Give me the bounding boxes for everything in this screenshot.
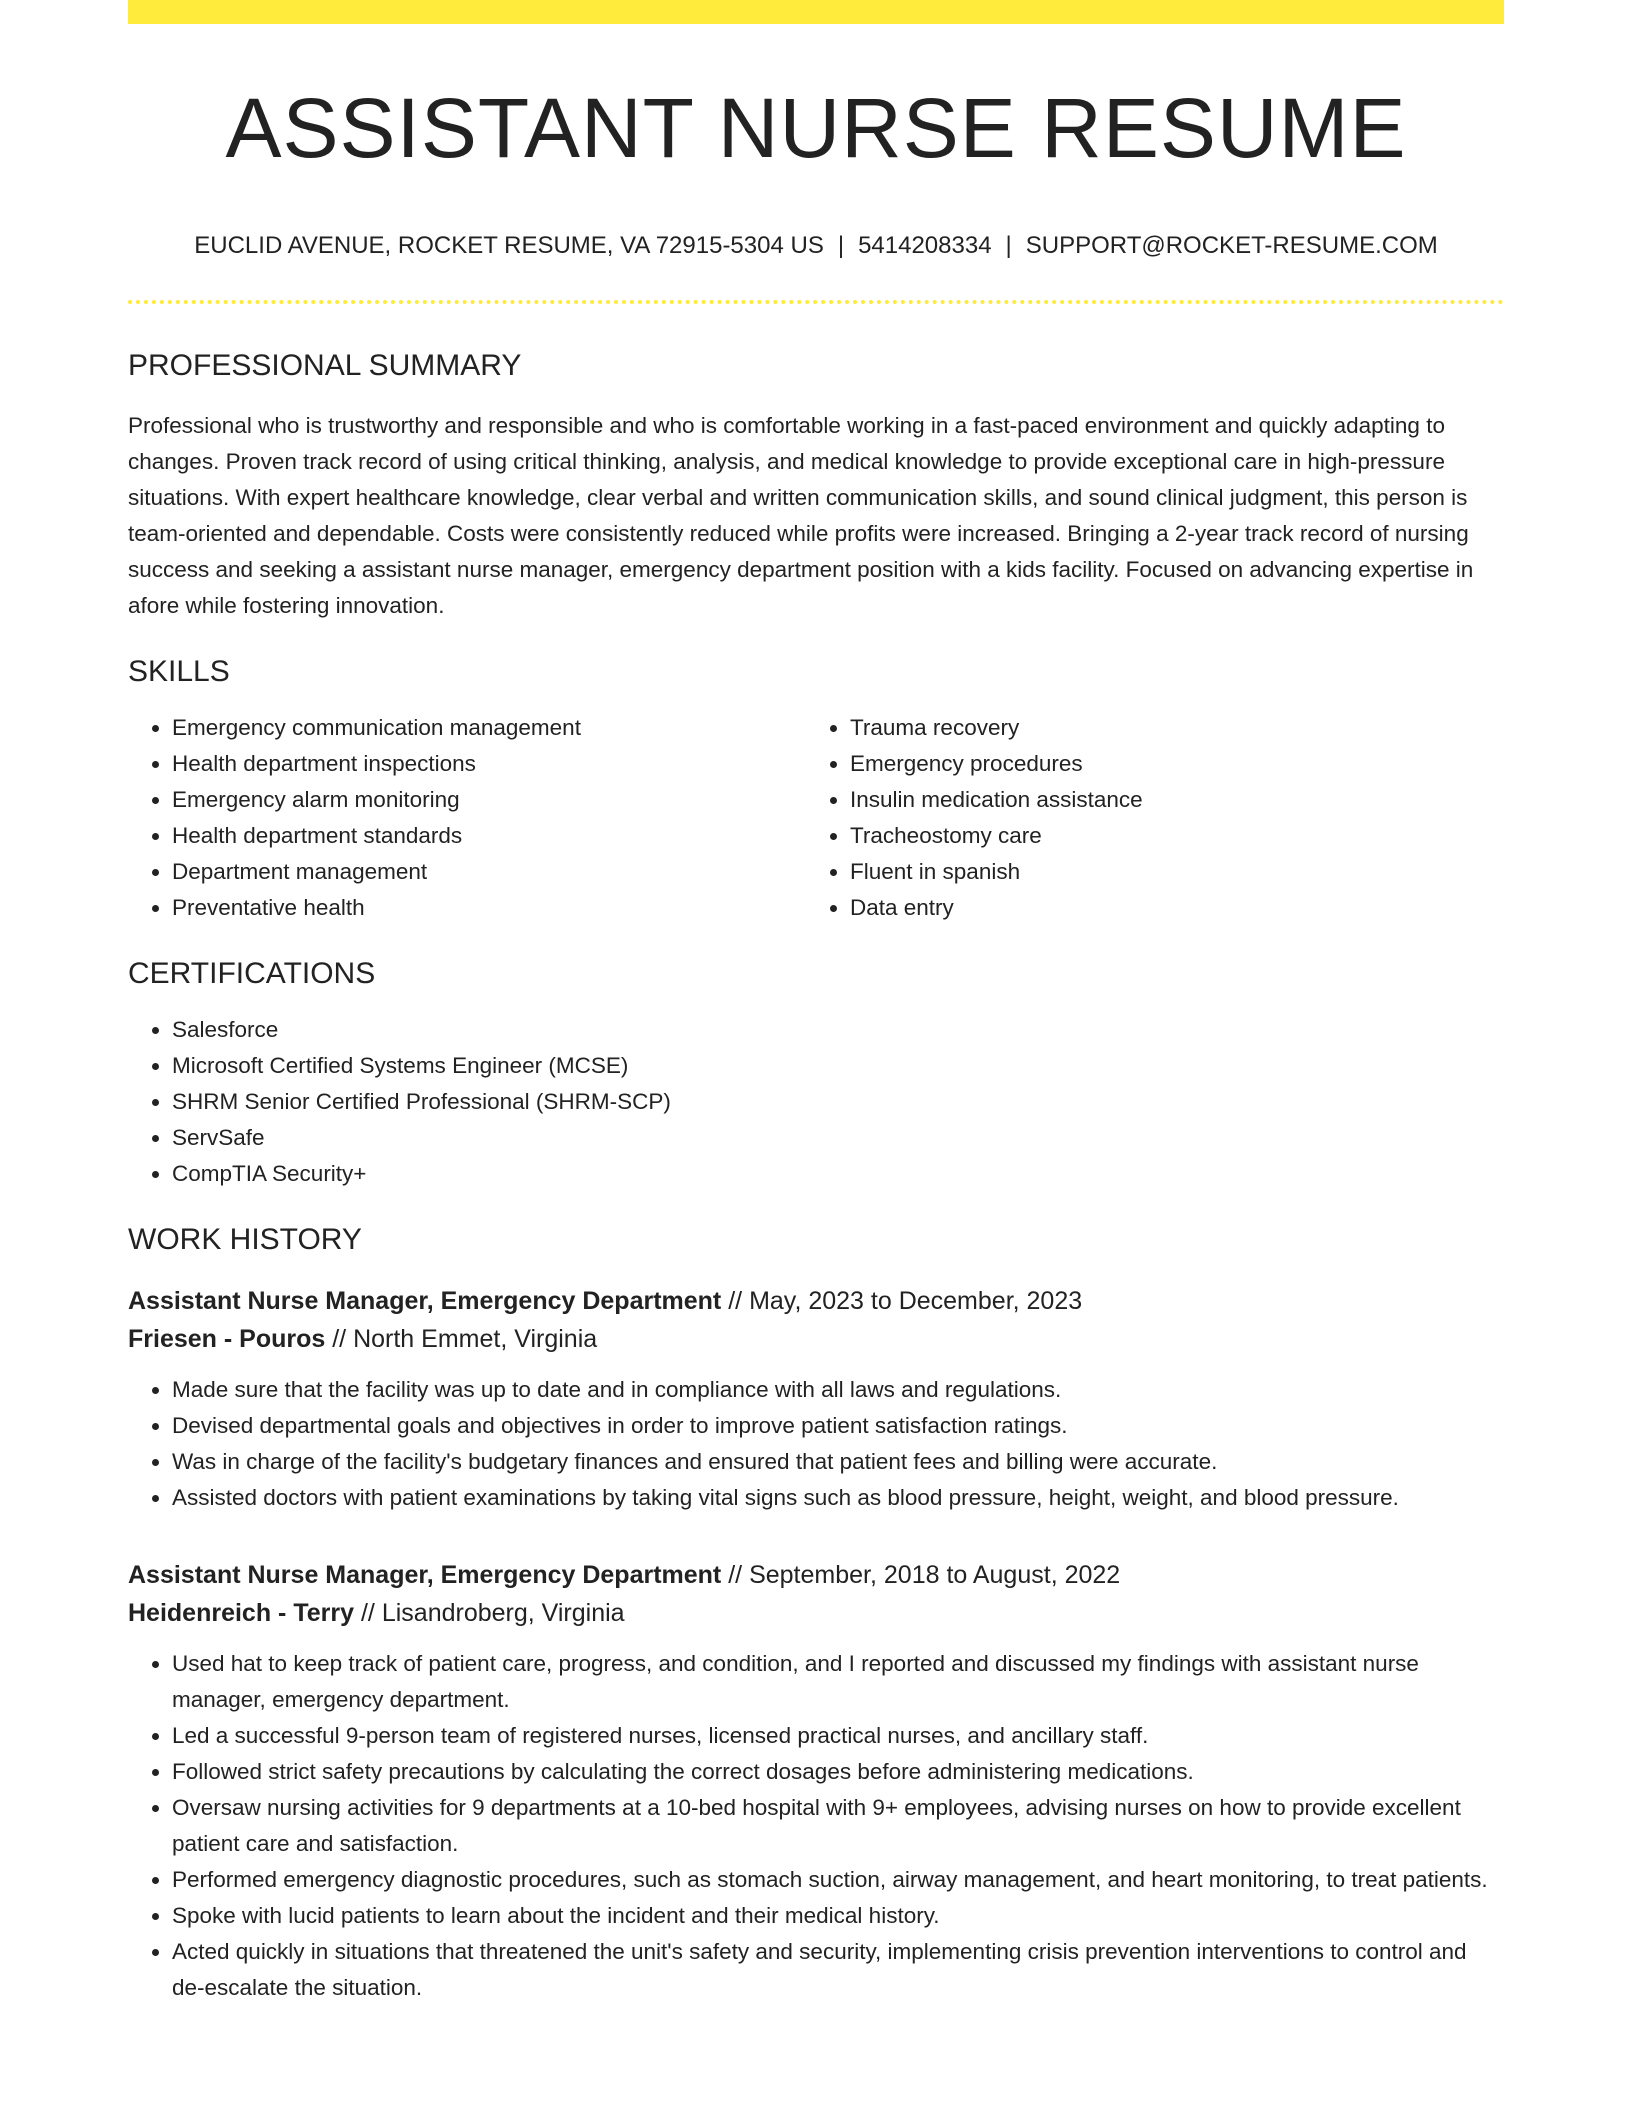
skills-grid — [128, 710, 1504, 926]
job-bullet: • Assisted doctors with patient examinations by taking vital signs such as blood pressure, height, weight, and blood pressure. — [172, 1480, 1504, 1516]
resume-title: ASSISTANT NURSE RESUME — [225, 81, 1407, 175]
resume-page — [128, 0, 1504, 2006]
skill-item: • Emergency communication management — [172, 710, 806, 746]
certifications-heading: CERTIFICATIONS — [128, 956, 376, 990]
job-bullet: • Performed emergency diagnostic procedures, such as stomach suction, airway management, and heart monitoring, to treat patients. — [172, 1862, 1504, 1898]
summary-text: Professional who is trustworthy and responsible and who is comfortable working in a fast-paced environment and quickly adapting to changes. Proven track record of using critical thinking, analysis, and medical knowledge to provide exceptional care in high-pressure situations. With expert healthcare knowledge, clear verbal and written communication skills, and sound clinical judgment, this person is team-oriented and dependable. Costs were consistently reduced while profits were increased. Bringing a 2-year track record of nursing success and seeking a assistant nurse manager, emergency department position with a kids facility. Focused on advancing expertise in afore while fostering innovation. — [128, 412, 1474, 618]
job-bullet: • Acted quickly in situations that threatened the unit's safety and security, implementing crisis prevention interventions to control and de-escalate the situation. — [172, 1934, 1504, 2006]
certification-item: • CompTIA Security+ — [172, 1156, 1504, 1192]
certifications-list — [128, 1012, 1504, 1192]
certification-item: • Salesforce — [172, 1012, 1504, 1048]
summary-section — [128, 348, 1504, 624]
job-bullet: • Spoke with lucid patients to learn about the incident and their medical history. — [172, 1898, 1504, 1934]
skill-item: • Emergency procedures — [850, 746, 1484, 782]
job-title: Assistant Nurse Manager, Emergency Department — [128, 1286, 722, 1315]
work-history-section — [128, 1222, 1504, 2006]
skill-item: • Health department inspections — [172, 746, 806, 782]
job-bullet: • Devised departmental goals and objectives in order to improve patient satisfaction ratings. — [172, 1408, 1504, 1444]
job-bullet: • Was in charge of the facility's budgetary finances and ensured that patient fees and billing were accurate. — [172, 1444, 1504, 1480]
job-dates: May, 2023 to December, 2023 — [749, 1286, 1083, 1315]
skills-list-left — [128, 710, 806, 926]
accent-top-bar — [128, 0, 1504, 24]
summary-heading: PROFESSIONAL SUMMARY — [128, 348, 522, 382]
job-separator: // — [332, 1324, 347, 1353]
job-title-line — [128, 1282, 1504, 1320]
skill-item: • Preventative health — [172, 890, 806, 926]
certification-item: • ServSafe — [172, 1120, 1504, 1156]
job-dates: September, 2018 to August, 2022 — [749, 1560, 1121, 1589]
contact-separator: | — [1005, 232, 1012, 260]
contact-email[interactable]: SUPPORT@ROCKET-RESUME.COM — [1025, 232, 1438, 260]
job-company-line — [128, 1594, 1504, 1632]
certifications-section — [128, 956, 1504, 1192]
job-bullet: • Made sure that the facility was up to date and in compliance with all laws and regulations. — [172, 1372, 1504, 1408]
job-location: North Emmet, Virginia — [353, 1324, 598, 1353]
certification-item: • SHRM Senior Certified Professional (SHRM-SCP) — [172, 1084, 1504, 1120]
contact-line — [128, 230, 1504, 261]
skill-item: • Emergency alarm monitoring — [172, 782, 806, 818]
skills-heading: SKILLS — [128, 654, 230, 688]
job-separator: // — [360, 1598, 375, 1627]
job-company-line — [128, 1320, 1504, 1358]
job-title-line — [128, 1556, 1504, 1594]
job-location: Lisandroberg, Virginia — [381, 1598, 625, 1627]
dotted-divider — [128, 300, 1504, 304]
skill-item: • Tracheostomy care — [850, 818, 1484, 854]
job-separator: // — [728, 1286, 743, 1315]
job-bullet: • Used hat to keep track of patient care, progress, and condition, and I reported and discussed my findings with assistant nurse manager, emergency department. — [172, 1646, 1504, 1718]
skill-item: • Department management — [172, 854, 806, 890]
job-bullet: • Led a successful 9-person team of registered nurses, licensed practical nurses, and ancillary staff. — [172, 1718, 1504, 1754]
job-company: Heidenreich - Terry — [128, 1598, 355, 1627]
skills-list-right — [806, 710, 1484, 926]
job-company: Friesen - Pouros — [128, 1324, 326, 1353]
skill-item: • Fluent in spanish — [850, 854, 1484, 890]
job-bullet: • Oversaw nursing activities for 9 departments at a 10-bed hospital with 9+ employees, advising nurses on how to provide excellent patient care and satisfaction. — [172, 1790, 1504, 1862]
contact-separator: | — [837, 232, 845, 260]
skill-item: • Insulin medication assistance — [850, 782, 1484, 818]
work-history-heading: WORK HISTORY — [128, 1222, 362, 1256]
certification-item: • Microsoft Certified Systems Engineer (MCSE) — [172, 1048, 1504, 1084]
job-entry — [128, 1556, 1504, 2006]
job-separator: // — [728, 1560, 743, 1589]
skill-item: • Data entry — [850, 890, 1484, 926]
skill-item: • Trauma recovery — [850, 710, 1484, 746]
job-bullets — [128, 1646, 1504, 2006]
contact-address: EUCLID AVENUE, ROCKET RESUME, VA 72915-5304 US — [194, 232, 824, 260]
contact-phone: 5414208334 — [858, 232, 992, 260]
job-title: Assistant Nurse Manager, Emergency Department — [128, 1560, 722, 1589]
skills-section — [128, 654, 1504, 926]
skill-item: • Health department standards — [172, 818, 806, 854]
job-entry — [128, 1282, 1504, 1516]
job-bullet: • Followed strict safety precautions by calculating the correct dosages before administering medications. — [172, 1754, 1504, 1790]
job-bullets — [128, 1372, 1504, 1516]
